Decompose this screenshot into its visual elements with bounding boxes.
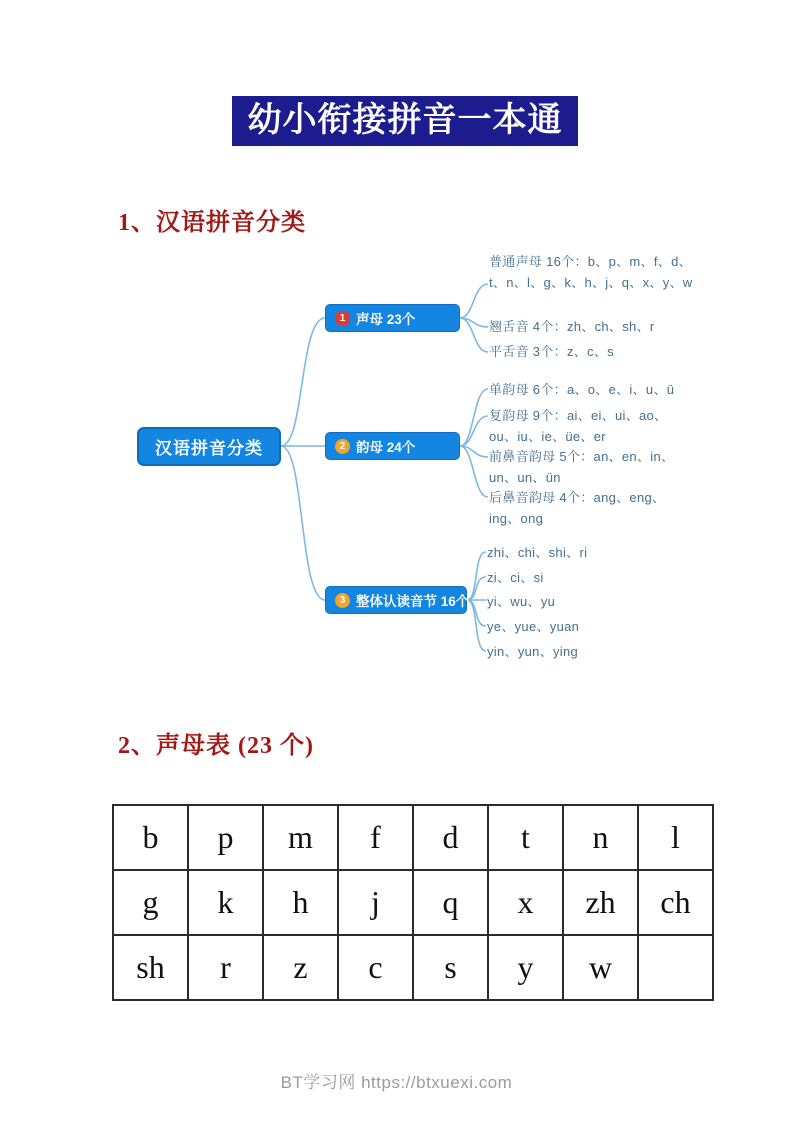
table-cell: b [113,805,188,870]
connector-root-branch3 [281,446,325,600]
table-row [113,935,713,1000]
document-title-banner [232,96,578,146]
section-2-heading: 2、声母表 (23 个) [118,733,314,759]
table-cell: ch [638,870,713,935]
table-cell [638,935,713,1000]
table-cell: x [488,870,563,935]
section-1-heading: 1、汉语拼音分类 [118,210,306,236]
connector-b3-c4 [467,600,486,626]
mindmap-leaf: 平舌音 3个：z、c、s [489,344,614,359]
mindmap-branch-shengmu [325,304,460,332]
mindmap-leaf: ye、yue、yuan [487,619,580,634]
mindmap-leaf: 单韵母 6个：a、o、e、i、u、ü [489,382,675,397]
table-cell: t [488,805,563,870]
table-cell: g [113,870,188,935]
branch-2-number-badge: 2 [335,439,350,454]
table-cell: sh [113,935,188,1000]
mindmap-leaf: 普通声母 16个：b、p、m、f、d、t、n、l、g、k、h、j、q、x、y、w [489,254,693,290]
initials-table [112,804,714,1001]
mindmap-leaf: 复韵母 9个：ai、ei、ui、ao、ou、iu、ie、üe、er [489,408,668,444]
table-cell: f [338,805,413,870]
table-cell: n [563,805,638,870]
connector-b1-c3 [460,318,488,352]
branch-1-label: 声母 23个 [356,312,416,327]
table-row [113,870,713,935]
mindmap-leaf: zhi、chi、shi、ri [487,545,588,560]
table-cell: l [638,805,713,870]
connector-b1-c1 [460,284,488,318]
table-cell: s [413,935,488,1000]
connector-b2-c1 [460,389,488,446]
table-cell: zh [563,870,638,935]
connector-b3-c5 [467,600,486,651]
table-cell: k [188,870,263,935]
table-cell: m [263,805,338,870]
table-cell: z [263,935,338,1000]
table-row [113,805,713,870]
connector-root-branch1 [281,318,325,446]
connector-b3-c2 [467,577,486,600]
branch-1-number-badge: 1 [335,311,350,326]
connector-b2-c3 [460,446,488,457]
mindmap-leaf: 前鼻音韵母 5个：an、en、in、un、un、ün [489,449,675,485]
mindmap-root-label: 汉语拼音分类 [155,439,263,458]
table-cell: q [413,870,488,935]
mindmap-branch-yunmu [325,432,460,460]
table-cell: w [563,935,638,1000]
connector-b2-c2 [460,416,488,446]
mindmap-branch-zhengti [325,586,470,614]
table-cell: p [188,805,263,870]
table-cell: c [338,935,413,1000]
mindmap-leaf: 后鼻音韵母 4个：ang、eng、ing、ong [489,490,666,526]
table-cell: r [188,935,263,1000]
branch-3-number-badge: 3 [335,593,350,608]
branch-2-label: 韵母 24个 [356,440,416,455]
footer-watermark: BT学习网 https://btxuexi.com [280,1073,513,1092]
mindmap-root-node [137,427,281,466]
connector-b3-c1 [467,552,486,600]
table-cell: j [338,870,413,935]
mindmap-leaf: 翘舌音 4个：zh、ch、sh、r [489,319,655,334]
connector-b2-c4 [460,446,488,497]
mindmap-leaf: yin、yun、ying [487,644,579,659]
table-cell: d [413,805,488,870]
table-cell: h [263,870,338,935]
document-title: 幼小衔接拼音一本通 [247,102,563,139]
mindmap-leaf: zi、ci、si [487,570,544,585]
mindmap-leaf: yi、wu、yu [487,594,556,609]
branch-3-label: 整体认读音节 16个 [356,594,470,609]
connector-b1-c2 [460,318,488,327]
table-cell: y [488,935,563,1000]
